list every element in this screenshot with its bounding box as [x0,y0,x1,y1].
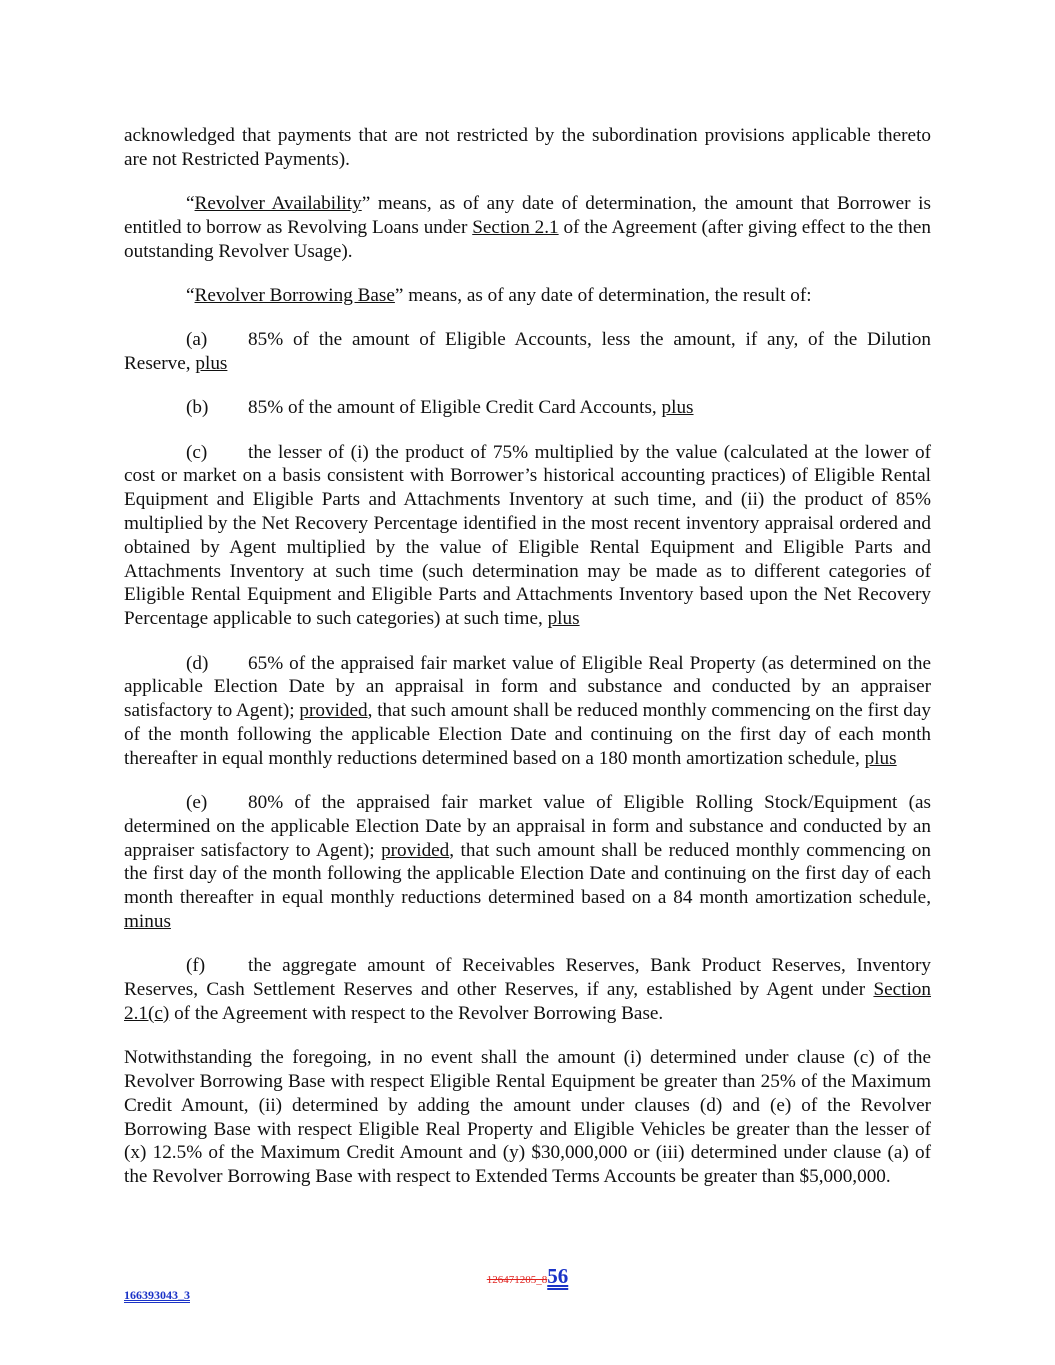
clause-a: (a) 85% of the amount of Eligible Accounts, less the amount, if any, of the Dilution Reserve, plus [124,329,931,375]
clause-e: (e) 80% of the appraised fair market value of Eligible Rolling Stock/Equipment (as determined on the applicable Election Date by an appraisal in form and substance and conducted by an appraiser satisfactory to Agent); provided, that such amount shall be reduced monthly commencing on the first day of the month following the applicable Election Date and continuing on the first day of each month thereafter in equal monthly reductions determined based on a 84 month amortization schedule, minus [124,792,931,933]
defined-term: Revolver Availability [194,193,362,215]
proviso: provided [381,839,450,861]
clause-label: (c) [186,441,208,463]
clause-label: (b) [186,397,209,419]
paragraph-notwithstanding: Notwithstanding the foregoing, in no event shall the amount (i) determined under clause (c) of the Revolver Borrowing Base with respect Eligible Rental Equipment be greater than 25% of the Maximum Credit Amount, (ii) determined by adding the amount under clauses (d) and (e) of the Revolver Borrowing Base with respect Eligible Real Property and Eligible Vehicles be greater than the lesser of (x) 12.5% of the Maximum Credit Amount and (y) $30,000,000 or (iii) determined under clause (a) of the Revolver Borrowing Base with respect to Extended Terms Accounts be greater than $5,000,000. [124,1047,931,1188]
conjunction: plus [661,397,694,419]
conjunction: plus [195,353,228,375]
clause-d: (d) 65% of the appraised fair market value of Eligible Real Property (as determined on the applicable Election Date by an appraisal in form and substance and conducted by an appraiser satisfactory to Agent); provided, that such amount shall be reduced monthly commencing on the first day of the month following the applicable Election Date and continuing on the first day of each month thereafter in equal monthly reductions determined based on a 180 month amortization schedule, plus [124,652,931,769]
definition-revolver-borrowing-base: “Revolver Borrowing Base” means, as of any date of determination, the result of: [186,284,812,306]
document-id: 166393043_3 [124,1288,190,1302]
clause-label: (d) [186,652,209,674]
conjunction: plus [864,747,897,769]
section-reference: Section 2.1(c) [124,979,931,1024]
proviso: provided [299,700,368,722]
clause-f: (f) the aggregate amount of Receivables Reserves, Bank Product Reserves, Inventory Reserves, Cash Settlement Reserves and other Reserves, if any, established by Agent under Section 2.1(c) of the Agreement with respect to the Revolver Borrowing Base. [124,955,931,1024]
conjunction: minus [124,911,171,933]
clause-label: (f) [186,955,206,977]
paragraph-restricted-payments-tail: acknowledged that payments that are not restricted by the subordination provisions applicable thereto are not Restricted Payments). [124,125,931,170]
page-number [0,1264,1055,1289]
defined-term: Revolver Borrowing Base [194,284,395,306]
definition-revolver-availability: “Revolver Availability” means, as of any date of determination, the amount that Borrower is entitled to borrow as Revolving Loans under Section 2.1 of the Agreement (after giving effect to the then outstanding Revolver Usage). [124,193,931,262]
document-body [124,124,931,1209]
section-reference: Section 2.1 [472,216,559,238]
clause-c: (c) the lesser of (i) the product of 75% multiplied by the value (calculated at the lower of cost or market on a basis consistent with Borrower’s historical accounting practices) of Eligible Rental Equipment and Eligible Parts and Attachments Inventory at such time, and (ii) the product of 85% multiplied by the Net Recovery Percentage identified in the most recent inventory appraisal ordered and obtained by Agent multiplied by the value of Eligible Rental Equipment and Eligible Parts and Attachments Inventory at such time (such determination may be made as to different categories of Eligible Rental Equipment and Eligible Parts and Attachments Inventory based upon the Net Recovery Percentage applicable to such categories) at such time, plus [124,441,931,630]
deleted-page-number: 126471205_8 [486,1274,548,1286]
clause-label: (a) [186,329,208,351]
clause-b: (b) 85% of the amount of Eligible Credit Card Accounts, plus [186,397,694,419]
clause-label: (e) [186,792,208,814]
inserted-page-number: 56 [547,1264,569,1288]
conjunction: plus [547,608,580,630]
